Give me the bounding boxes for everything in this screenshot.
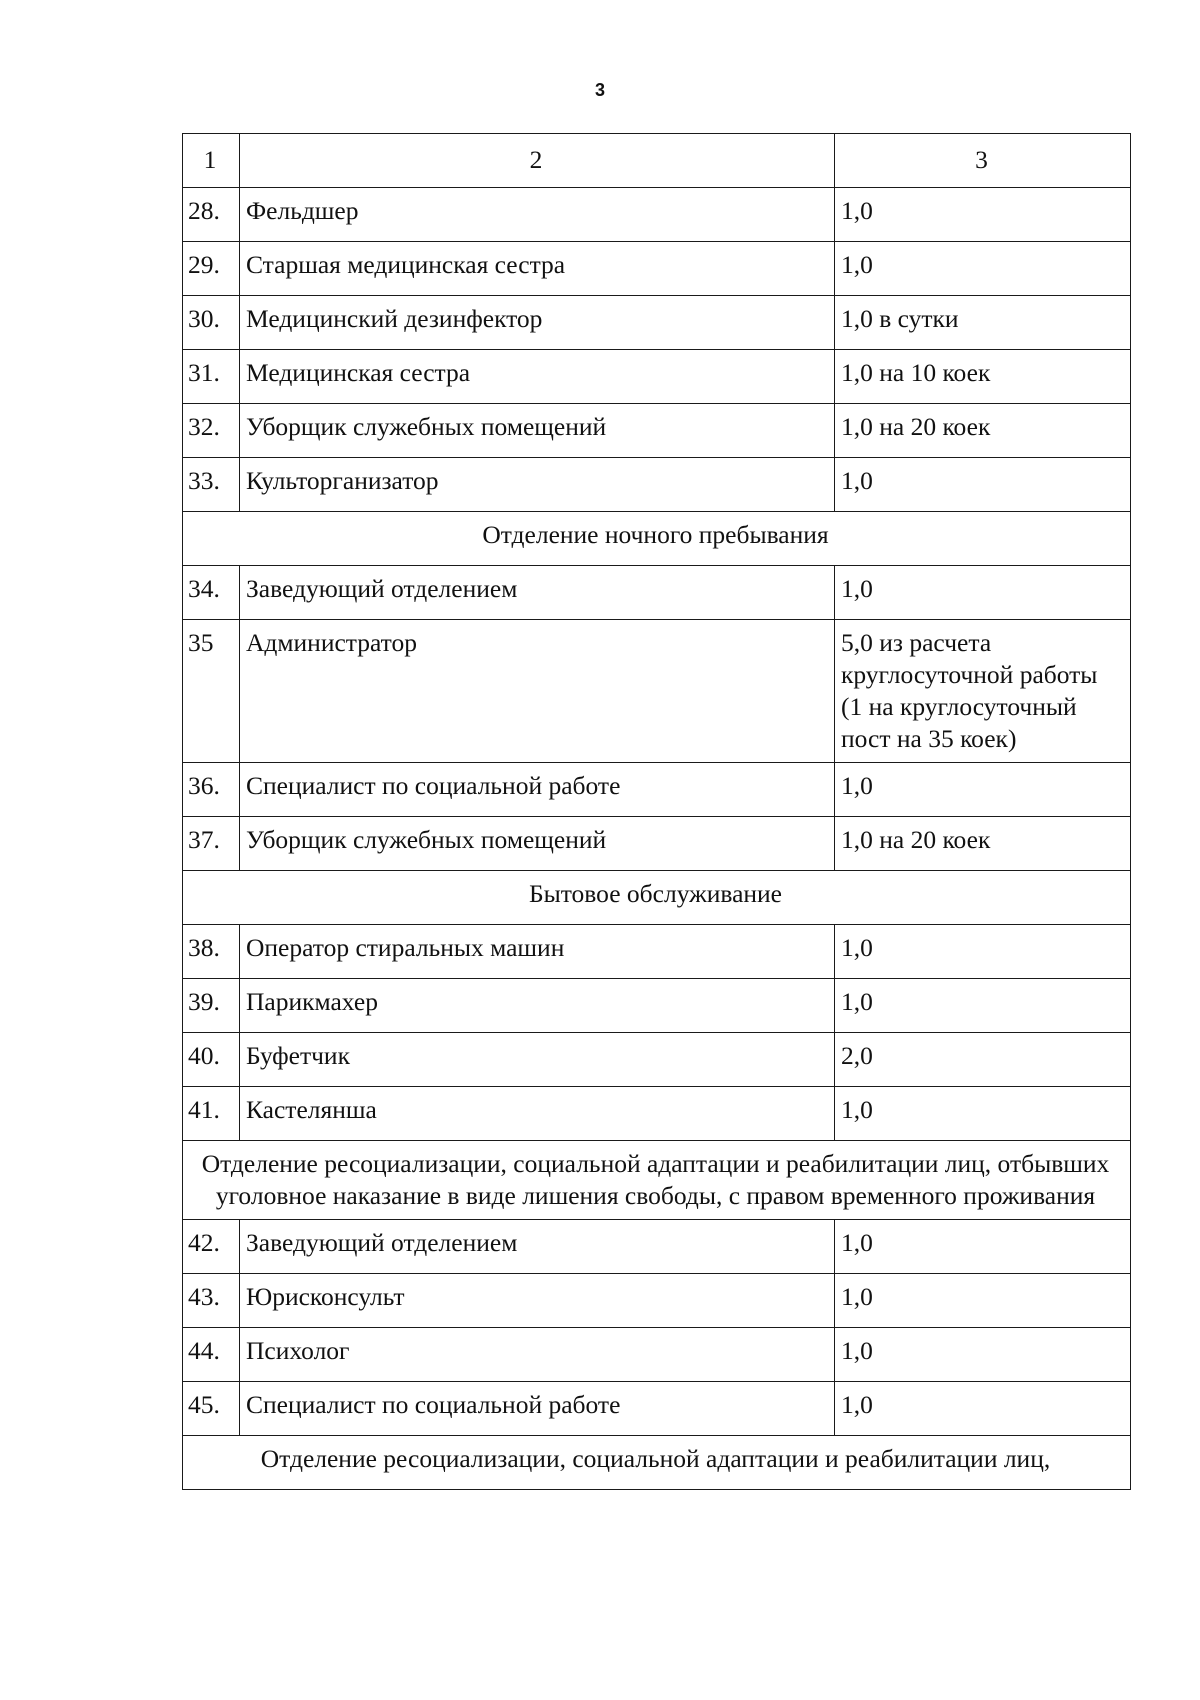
- row-number-cell: 38.: [183, 925, 240, 979]
- table-header-row: [183, 134, 1131, 188]
- staff-norm-cell: 2,0: [835, 1033, 1131, 1087]
- table-row: [183, 1087, 1131, 1141]
- staff-norm-cell: 1,0: [835, 1087, 1131, 1141]
- position-name-cell: Заведующий отделением: [240, 1220, 835, 1274]
- staffing-table: [182, 133, 1131, 1490]
- row-number-cell: 30.: [183, 296, 240, 350]
- row-number-cell: 29.: [183, 242, 240, 296]
- staffing-table-body: [183, 134, 1131, 1490]
- position-name-cell: Старшая медицинская сестра: [240, 242, 835, 296]
- row-number-cell: 37.: [183, 817, 240, 871]
- staff-norm-cell: 1,0: [835, 1382, 1131, 1436]
- row-number-cell: 35: [183, 620, 240, 763]
- row-number-cell: 41.: [183, 1087, 240, 1141]
- staff-norm-cell: 1,0: [835, 763, 1131, 817]
- staff-norm-cell: 1,0 на 20 коек: [835, 817, 1131, 871]
- position-name-cell: Фельдшер: [240, 188, 835, 242]
- position-name-cell: Уборщик служебных помещений: [240, 404, 835, 458]
- row-number-cell: 39.: [183, 979, 240, 1033]
- table-row: [183, 1274, 1131, 1328]
- staff-norm-cell: 1,0 в сутки: [835, 296, 1131, 350]
- position-name-cell: Буфетчик: [240, 1033, 835, 1087]
- staff-norm-cell: 1,0: [835, 1220, 1131, 1274]
- row-number-cell: 40.: [183, 1033, 240, 1087]
- section-heading-row: [183, 1141, 1131, 1220]
- position-name-cell: Культорганизатор: [240, 458, 835, 512]
- staff-norm-cell: 1,0: [835, 925, 1131, 979]
- position-name-cell: Специалист по социальной работе: [240, 763, 835, 817]
- position-name-cell: Психолог: [240, 1328, 835, 1382]
- table-row: [183, 1220, 1131, 1274]
- row-number-cell: 42.: [183, 1220, 240, 1274]
- section-heading-row: [183, 1436, 1131, 1490]
- section-title: Отделение ресоциализации, социальной адаптации и реабилитации лиц,: [183, 1436, 1131, 1490]
- row-number-cell: 36.: [183, 763, 240, 817]
- staff-norm-cell: 1,0: [835, 242, 1131, 296]
- page-number: 3: [594, 80, 605, 100]
- header-cell-position: 2: [240, 134, 835, 188]
- table-row: [183, 404, 1131, 458]
- row-number-cell: 33.: [183, 458, 240, 512]
- section-title: Отделение ресоциализации, социальной адаптации и реабилитации лиц, отбывших уголовное наказание в виде лишения свободы, с правом временного проживания: [183, 1141, 1131, 1220]
- table-row: [183, 1382, 1131, 1436]
- row-number-cell: 32.: [183, 404, 240, 458]
- section-title: Бытовое обслуживание: [183, 871, 1131, 925]
- staff-norm-cell: 1,0: [835, 566, 1131, 620]
- section-heading-row: [183, 512, 1131, 566]
- row-number-cell: 28.: [183, 188, 240, 242]
- staff-norm-cell: 1,0 на 10 коек: [835, 350, 1131, 404]
- staff-norm-cell: 1,0: [835, 458, 1131, 512]
- table-row: [183, 566, 1131, 620]
- table-row: [183, 979, 1131, 1033]
- row-number-cell: 34.: [183, 566, 240, 620]
- position-name-cell: Уборщик служебных помещений: [240, 817, 835, 871]
- row-number-cell: 31.: [183, 350, 240, 404]
- position-name-cell: Медицинская сестра: [240, 350, 835, 404]
- section-title: Отделение ночного пребывания: [183, 512, 1131, 566]
- table-row: [183, 817, 1131, 871]
- row-number-cell: 43.: [183, 1274, 240, 1328]
- table-row: [183, 350, 1131, 404]
- table-row: [183, 1328, 1131, 1382]
- position-name-cell: Администратор: [240, 620, 835, 763]
- position-name-cell: Юрисконсульт: [240, 1274, 835, 1328]
- position-name-cell: Специалист по социальной работе: [240, 1382, 835, 1436]
- position-name-cell: Заведующий отделением: [240, 566, 835, 620]
- header-cell-norm: 3: [835, 134, 1131, 188]
- header-cell-number: 1: [183, 134, 240, 188]
- table-row: [183, 188, 1131, 242]
- staff-norm-cell: 1,0 на 20 коек: [835, 404, 1131, 458]
- table-row: [183, 242, 1131, 296]
- section-heading-row: [183, 871, 1131, 925]
- staff-norm-cell: 5,0 из расчета круглосуточной работы (1 на круглосуточный пост на 35 коек): [835, 620, 1131, 763]
- row-number-cell: 44.: [183, 1328, 240, 1382]
- staff-norm-cell: 1,0: [835, 1274, 1131, 1328]
- table-row: [183, 458, 1131, 512]
- staff-norm-cell: 1,0: [835, 188, 1131, 242]
- position-name-cell: Парикмахер: [240, 979, 835, 1033]
- row-number-cell: 45.: [183, 1382, 240, 1436]
- table-row: [183, 296, 1131, 350]
- table-row: [183, 1033, 1131, 1087]
- staff-norm-cell: 1,0: [835, 979, 1131, 1033]
- table-row: [183, 620, 1131, 763]
- position-name-cell: Медицинский дезинфектор: [240, 296, 835, 350]
- staff-norm-cell: 1,0: [835, 1328, 1131, 1382]
- table-row: [183, 925, 1131, 979]
- position-name-cell: Кастелянша: [240, 1087, 835, 1141]
- table-row: [183, 763, 1131, 817]
- position-name-cell: Оператор стиральных машин: [240, 925, 835, 979]
